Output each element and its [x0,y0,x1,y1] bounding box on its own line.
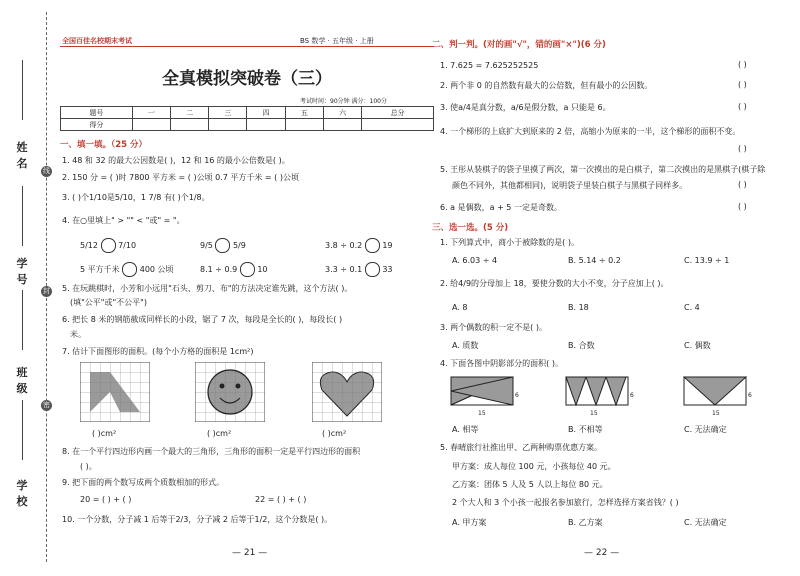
fill-q5-hint: (填"公平"或"不公平") [70,298,147,307]
header-subject-grade: BS 数学 · 五年级 · 上册 [300,37,374,45]
area-figure-shape [80,362,150,422]
choice-q5-plan-b: 乙方案：团体 5 人及 5 人以上每位 80 元。 [452,480,608,489]
judge-q5-cont: 颜色不同外，其他都相同)，说明袋子里装白棋子与黑棋子同样多。 [452,181,688,190]
compare-item [80,262,174,277]
compare-item [80,238,136,253]
figure-2-base-label: 15 [590,410,598,417]
score-input-cell[interactable] [132,119,170,131]
score-row-label: 得分 [61,119,133,131]
score-input-cell[interactable] [323,119,361,131]
shaded-figure-2 [565,376,635,408]
judge-answer-2[interactable]: ( ) [738,80,747,89]
compare-left: 5 平方千米 [80,265,120,274]
header-rule [60,46,434,47]
page-number-left: — 21 — [232,548,268,558]
compare-item [200,238,246,253]
judge-answer-4[interactable]: ( ) [738,144,747,153]
compare-left: 9/5 [200,241,213,250]
compare-item [325,262,393,277]
exam-meta: 考试时间：90分钟 满分：100分 [300,98,387,105]
choice-q2: 2. 给4/9的分母加上 18，要使分数的大小不变，分子应加上( )。 [440,279,669,288]
section-judge-title: 二、判一判。(对的画"√"，错的画"×")(6 分) [432,40,606,50]
fill-q8: 8. 在一个平行四边形内画一个最大的三角形，三角形的面积一定是平行四边形的面积 [62,447,361,456]
prime-sum-22[interactable]: 22 = ( ) + ( ) [255,495,307,504]
score-input-cell[interactable] [209,119,247,131]
compare-right: 400 公顷 [139,265,174,274]
compare-circle[interactable] [365,238,380,253]
section-fill-title: 一、填一填。（25 分） [60,140,148,150]
choice-q5: 5. 春晴旅行社推出甲、乙两种购票优惠方案。 [440,443,603,452]
compare-circle[interactable] [101,238,116,253]
judge-answer-5[interactable]: ( ) [738,180,747,189]
compare-right: 7/10 [118,241,137,250]
header-exam-series: 全国百佳名校期末考试 [62,37,132,45]
judge-q5: 5. 王彤从装棋子的袋子里摸了两次，第一次摸出的是白棋子，第二次摸出的是黑棋子(棋子除 [440,165,766,174]
figure-3-height-label: 6 [748,392,752,399]
figure-1-height-label: 6 [515,392,519,399]
binding-spine [0,0,52,576]
compare-left: 3.3 ÷ 0.1 [325,265,363,274]
score-cell: 五 [285,107,323,119]
score-cell: 总分 [362,107,434,119]
choice-q3-opt-c[interactable]: C. 偶数 [684,341,711,350]
fill-q6: 6. 把长 8 米的钢筋截成同样长的小段，锯了 7 次，每段是全长的( )，每段长( ) [62,315,343,324]
score-cell: 三 [209,107,247,119]
choice-q5-opt-b[interactable]: B. 乙方案 [568,518,603,527]
score-input-cell[interactable] [170,119,208,131]
choice-q1: 1. 下列算式中，商小于被除数的是( )。 [440,238,579,247]
shaded-figure-3 [683,376,753,408]
choice-q1-opt-a[interactable]: A. 6.03 ÷ 4 [452,256,498,265]
section-choice-title: 三、选一选。(5 分) [432,223,509,233]
choice-q1-opt-b[interactable]: B. 5.14 ÷ 0.2 [568,256,621,265]
judge-q6: 6. a 是偶数，a + 5 一定是奇数。 [440,203,562,212]
compare-right: 19 [382,241,393,250]
figure-3-base-label: 15 [712,410,720,417]
score-cell: 四 [247,107,285,119]
choice-q5-plan-a: 甲方案：成人每位 100 元，小孩每位 40 元。 [452,462,616,471]
fill-q10: 10. 一个分数，分子减 1 后等于2/3，分子减 2 后等于1/2，这个分数是( )。 [62,515,333,524]
score-table-score-row [61,119,434,131]
compare-left: 3.8 ÷ 0.2 [325,241,363,250]
spine-school-blank[interactable] [22,400,23,460]
spine-class-label: 班级 [16,366,28,395]
judge-q3: 3. 使a/4是真分数，a/6是假分数，a 只能是 6。 [440,103,611,112]
judge-q1: 1. 7.625 = 7.625252525 [440,61,539,70]
compare-right: 10 [257,265,268,274]
spine-name-blank[interactable] [22,60,23,120]
area-answer-3[interactable]: ( )cm² [322,429,347,438]
fill-q6-cont: 米。 [70,330,86,339]
spine-dot-mi: 密 [43,401,50,409]
score-cell: 一 [132,107,170,119]
score-input-cell[interactable] [362,119,434,131]
compare-item [325,238,393,253]
choice-q3: 3. 两个偶数的积一定不是( )。 [440,323,547,332]
spine-dot-feng: 封 [43,287,50,295]
fill-q7: 7. 估计下面图形的面积。(每个小方格的面积是 1cm²) [62,347,254,356]
judge-answer-3[interactable]: ( ) [738,102,747,111]
compare-circle[interactable] [215,238,230,253]
judge-q2: 2. 两个非 0 的自然数有最大的公倍数，但有最小的公因数。 [440,81,653,90]
choice-q3-opt-b[interactable]: B. 合数 [568,341,595,350]
area-figure-smiley [195,362,265,422]
fill-q4: 4. 在○里填上" > "" < "或" = "。 [62,216,185,225]
score-input-cell[interactable] [247,119,285,131]
area-figure-heart [312,362,382,422]
choice-q4-opt-c[interactable]: C. 无法确定 [684,425,727,434]
area-answer-2[interactable]: ( )cm² [207,429,232,438]
figure-2-height-label: 6 [630,392,634,399]
choice-q1-opt-c[interactable]: C. 13.9 ÷ 1 [684,256,730,265]
choice-q2-opt-c[interactable]: C. 4 [684,303,700,312]
choice-q4-opt-b[interactable]: B. 不相等 [568,425,603,434]
compare-right: 5/9 [232,241,246,250]
fill-q3: 3. ( )个1/10是5/10，1 7/8 有( )个1/8。 [62,193,210,202]
score-cell: 题号 [61,107,133,119]
area-answer-1[interactable]: ( )cm² [92,429,117,438]
fill-q8-cont: ( )。 [80,462,97,471]
choice-q5-question: 2 个大人和 3 个小孩一起报名参加旅行，怎样选择方案省钱？( ) [452,498,679,507]
fill-q2: 2. 150 分 = ( )时 7800 平方米 = ( )公顷 0.7 平方千米 = ( )公顷 [62,173,299,182]
judge-answer-6[interactable]: ( ) [738,202,747,211]
score-cell: 六 [323,107,361,119]
spine-school-label: 学校 [16,479,28,508]
judge-q4: 4. 一个梯形的上底扩大到原来的 2 倍，高缩小为原来的一半，这个梯形的面积不变。 [440,127,741,136]
compare-left: 5/12 [80,241,98,250]
fill-q1: 1. 48 和 32 的最大公因数是( )，12 和 16 的最小公倍数是( )。 [62,156,290,165]
spine-number-blank[interactable] [22,186,23,246]
compare-item [200,262,268,277]
figure-1-base-label: 15 [478,410,486,417]
shaded-figure-1 [450,376,520,408]
spine-dot-xian: 线 [43,167,50,175]
score-input-cell[interactable] [285,119,323,131]
page-title: 全真模拟突破卷（三） [162,69,332,89]
compare-circle[interactable] [365,262,380,277]
page-number-right: — 22 — [584,548,620,558]
score-table-header-row [61,107,434,119]
choice-q2-opt-a[interactable]: A. 8 [452,303,468,312]
choice-q2-opt-b[interactable]: B. 18 [568,303,589,312]
compare-right: 33 [382,265,393,274]
fill-q9: 9. 把下面的两个数写成两个质数相加的形式。 [62,478,225,487]
choice-q3-opt-a[interactable]: A. 质数 [452,341,479,350]
compare-left: 8.1 ÷ 0.9 [200,265,238,274]
prime-sum-20[interactable]: 20 = ( ) + ( ) [80,495,132,504]
score-table [60,106,434,131]
spine-name-label: 姓名 [16,141,28,170]
fill-q5: 5. 在玩跳棋时，小芳和小远用"石头、剪刀、布"的方法决定谁先跳，这个方法( )。 [62,284,353,293]
choice-q5-opt-a[interactable]: A. 甲方案 [452,518,487,527]
compare-circle[interactable] [122,262,137,277]
choice-q4-opt-a[interactable]: A. 相等 [452,425,479,434]
compare-circle[interactable] [240,262,255,277]
judge-answer-1[interactable]: ( ) [738,60,747,69]
score-cell: 二 [170,107,208,119]
spine-number-label: 学号 [16,257,28,286]
spine-class-blank[interactable] [22,290,23,350]
choice-q4: 4. 下面各图中阴影部分的面积( )。 [440,359,563,368]
choice-q5-opt-c[interactable]: C. 无法确定 [684,518,727,527]
